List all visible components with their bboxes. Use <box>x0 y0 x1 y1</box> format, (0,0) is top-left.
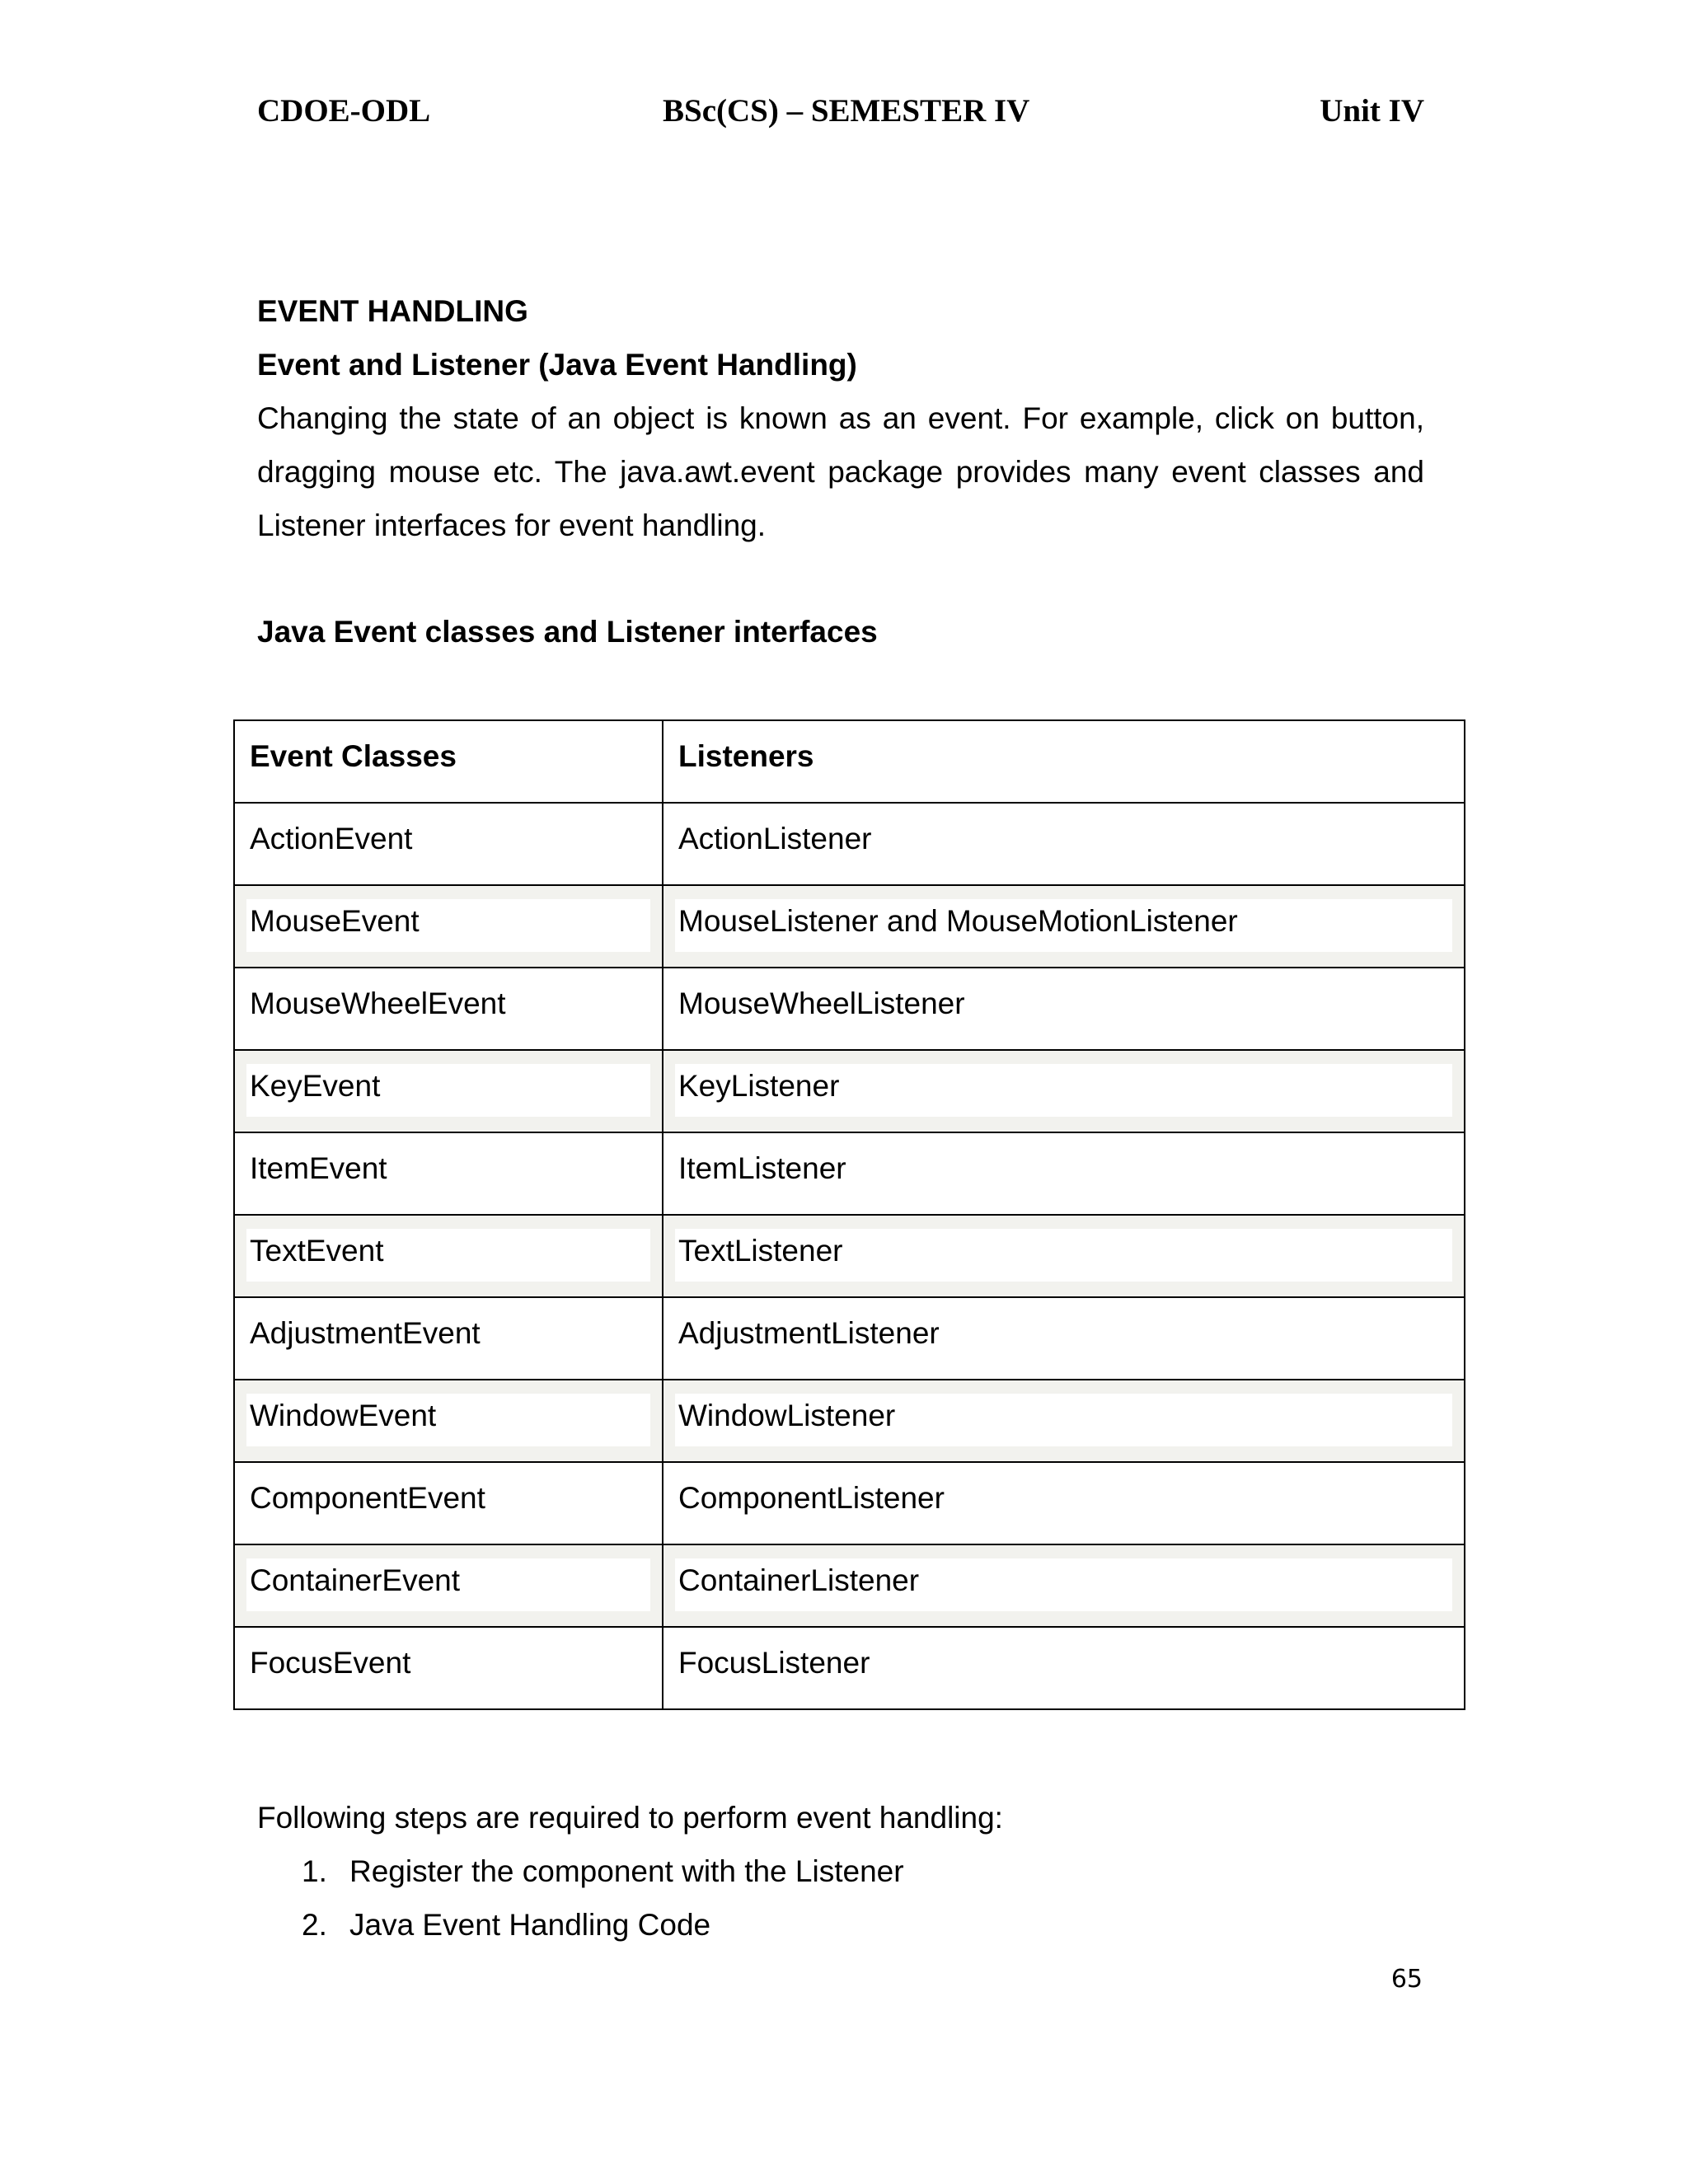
table-row <box>234 1380 1465 1462</box>
event-class-cell: FocusEvent <box>234 1627 663 1709</box>
listener-cell: WindowListener <box>663 1380 1465 1462</box>
table-row <box>234 1297 1465 1380</box>
listener-cell: MouseListener and MouseMotionListener <box>663 885 1465 968</box>
event-class-cell: ActionEvent <box>234 803 663 885</box>
steps-intro: Following steps are required to perform event handling: <box>257 1801 1003 1835</box>
event-class-cell: AdjustmentEvent <box>234 1297 663 1380</box>
step-text: Register the component with the Listener <box>349 1854 904 1888</box>
event-class-cell: TextEvent <box>234 1215 663 1297</box>
page-header <box>257 92 1424 134</box>
header-event-classes: Event Classes <box>234 720 663 803</box>
event-class-cell: MouseWheelEvent <box>234 968 663 1050</box>
event-listener-table <box>233 719 1465 1710</box>
listener-cell: ActionListener <box>663 803 1465 885</box>
listener-cell: FocusListener <box>663 1627 1465 1709</box>
intro-paragraph: Changing the state of an object is known as an event. For example, click on button, dragging mouse etc. The java.awt.event package provides many event classes and Listener interfaces for event handling. <box>257 401 1424 542</box>
list-item <box>302 1844 904 1898</box>
table-header-row <box>234 720 1465 803</box>
step-text: Java Event Handling Code <box>349 1908 711 1942</box>
table-row <box>234 885 1465 968</box>
section-title: EVENT HANDLING <box>257 294 528 328</box>
table-row <box>234 968 1465 1050</box>
header-left: CDOE-ODL <box>257 93 431 129</box>
table-row <box>234 1544 1465 1627</box>
table-row <box>234 1132 1465 1215</box>
event-class-cell: MouseEvent <box>234 885 663 968</box>
header-listeners: Listeners <box>663 720 1465 803</box>
step-number: 2. <box>302 1908 327 1942</box>
listener-cell: AdjustmentListener <box>663 1297 1465 1380</box>
table-row <box>234 1462 1465 1544</box>
listener-cell: ComponentListener <box>663 1462 1465 1544</box>
steps-list <box>302 1844 904 1952</box>
page-number: 65 <box>1390 1965 1423 1994</box>
event-class-cell: ItemEvent <box>234 1132 663 1215</box>
table-row <box>234 1050 1465 1132</box>
table-row <box>234 1215 1465 1297</box>
listener-cell: ContainerListener <box>663 1544 1465 1627</box>
event-class-cell: ContainerEvent <box>234 1544 663 1627</box>
event-class-cell: KeyEvent <box>234 1050 663 1132</box>
step-number: 1. <box>302 1854 327 1888</box>
table-row <box>234 803 1465 885</box>
header-center: BSc(CS) – SEMESTER IV <box>663 93 1030 129</box>
event-class-cell: ComponentEvent <box>234 1462 663 1544</box>
section-subtitle: Event and Listener (Java Event Handling) <box>257 348 857 382</box>
listener-cell: MouseWheelListener <box>663 968 1465 1050</box>
listener-cell: ItemListener <box>663 1132 1465 1215</box>
event-class-cell: WindowEvent <box>234 1380 663 1462</box>
listener-cell: TextListener <box>663 1215 1465 1297</box>
table-row <box>234 1627 1465 1709</box>
table-title: Java Event classes and Listener interfaces <box>257 615 878 649</box>
list-item <box>302 1898 904 1952</box>
listener-cell: KeyListener <box>663 1050 1465 1132</box>
header-right: Unit IV <box>1320 93 1424 129</box>
